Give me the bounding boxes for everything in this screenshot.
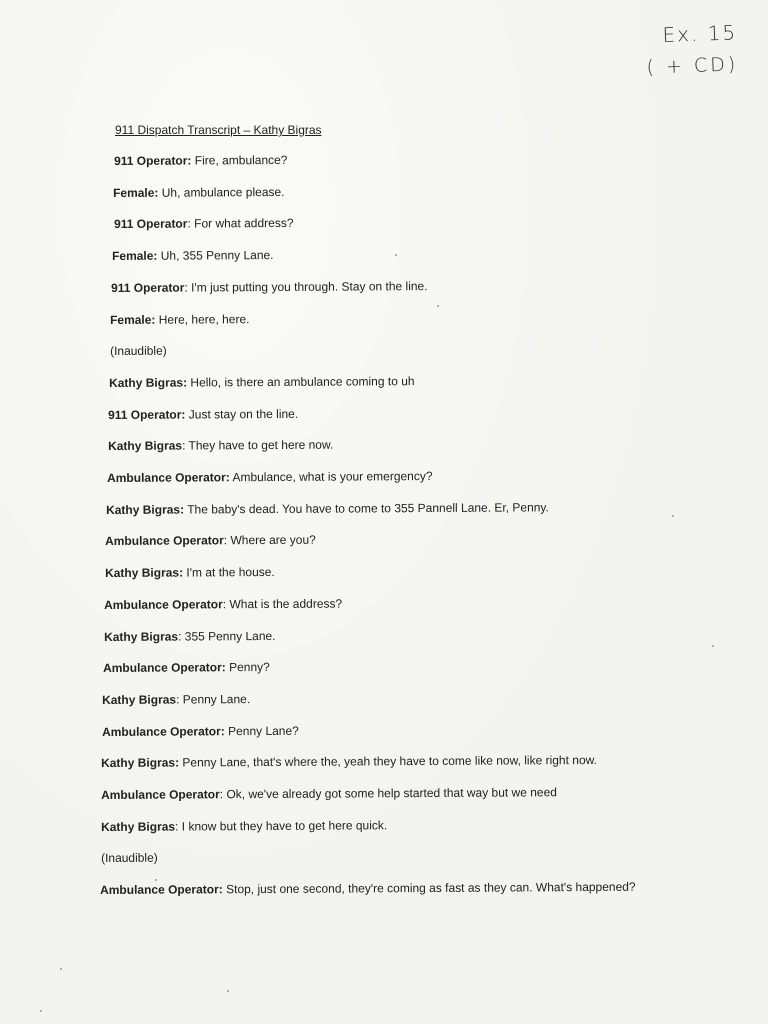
utterance-text: Where are you? [227, 532, 316, 548]
transcript-line: Kathy Bigras: Penny Lane. [102, 692, 251, 707]
transcript-line: Kathy Bigras: They have to get here now. [108, 437, 334, 453]
utterance-text: Ok, we've already got some help started that way but we need [223, 785, 557, 802]
speaker-label: 911 Operator [114, 216, 188, 231]
transcript-line [109, 374, 415, 390]
exhibit-mark-line2: ( + CD) [646, 53, 739, 79]
speaker-label: Ambulance Operator [104, 597, 223, 612]
transcript-line [106, 500, 549, 517]
speaker-label: Ambulance Operator [101, 787, 220, 802]
utterance-text: Penny Lane? [224, 723, 299, 739]
transcript-line [114, 153, 288, 168]
speaker-label: Ambulance Operator [105, 533, 224, 548]
utterance-text: They have to get here now. [185, 437, 334, 453]
transcript-line: Kathy Bigras: I know but they have to get here quick. [101, 818, 388, 834]
transcript-line [110, 312, 250, 327]
transcript-line [107, 469, 433, 485]
speaker-label: Kathy Bigras [108, 438, 183, 453]
transcript-line [112, 248, 274, 263]
transcript-line [101, 753, 597, 770]
utterance-text: What is the address? [226, 596, 343, 612]
transcript-line: 911 Operator: For what address? [114, 215, 294, 231]
utterance-text: Fire, ambulance? [191, 152, 288, 168]
transcript-line [113, 185, 285, 200]
utterance-text: Here, here, here. [155, 312, 250, 327]
utterance-text: Penny Lane, that's where the, yeah they have to come like now, like right now. [179, 752, 597, 770]
transcript-line [101, 851, 158, 865]
transcript-line [108, 407, 298, 422]
speaker-label: Kathy Bigras: [109, 375, 188, 390]
speaker-label: Ambulance Operator: [103, 660, 226, 675]
utterance-text: Just stay on the line. [185, 406, 299, 422]
utterance-text: Stop, just one second, they're coming as fast as they can. What's happened? [222, 879, 636, 897]
transcript-line [110, 344, 167, 358]
speaker-label: 911 Operator: [108, 407, 186, 422]
transcript-line [103, 660, 270, 675]
utterance-text: I'm just putting you through. Stay on the line. [187, 279, 428, 295]
speaker-label: Ambulance Operator: [107, 470, 230, 485]
utterance-text: Uh, 355 Penny Lane. [157, 248, 274, 263]
utterance-text: I'm at the house. [183, 564, 275, 580]
utterance-text: For what address? [190, 215, 294, 231]
transcript-line: Ambulance Operator: Ok, we've already got some help started that way but we need [101, 785, 557, 802]
document-title: 911 Dispatch Transcript – Kathy Bigras [115, 123, 322, 137]
speaker-label: Kathy Bigras: [106, 502, 185, 517]
utterance-text: The baby's dead. You have to come to 355 Pannell Lane. Er, Penny. [184, 500, 549, 517]
transcript-line: Ambulance Operator: What is the address? [104, 596, 343, 612]
speaker-label: Female: [110, 312, 156, 327]
speaker-label: 911 Operator: [114, 153, 192, 168]
speaker-label: Kathy Bigras: [101, 755, 180, 770]
utterance-text: (Inaudible) [110, 343, 167, 358]
transcript-line: Kathy Bigras: 355 Penny Lane. [104, 628, 276, 644]
speaker-label: 911 Operator [111, 280, 185, 295]
speaker-label: Female: [113, 185, 159, 200]
speaker-label: Ambulance Operator: [100, 882, 223, 897]
utterance-text: Uh, ambulance please. [158, 184, 285, 200]
utterance-text: Hello, is there an ambulance coming to uh [187, 374, 415, 390]
utterance-text: Penny? [225, 659, 270, 675]
transcript-line [102, 724, 299, 739]
utterance-text: I know but they have to get here quick. [178, 818, 388, 834]
speaker-label: Female: [112, 248, 158, 263]
exhibit-mark [645, 16, 739, 83]
transcript-line: 911 Operator: I'm just putting you through. Stay on the line. [111, 279, 428, 295]
speaker-label: Kathy Bigras [102, 692, 177, 707]
utterance-text: (Inaudible) [101, 850, 158, 865]
utterance-text: Ambulance, what is your emergency? [229, 469, 433, 485]
transcript-line [100, 880, 636, 897]
speaker-label: Kathy Bigras [101, 819, 176, 834]
transcript-line: Ambulance Operator: Where are you? [105, 532, 316, 548]
transcript-line [105, 565, 275, 580]
utterance-text: Penny Lane. [179, 692, 251, 707]
exhibit-mark-line1: Ex. 15 [662, 20, 738, 48]
speaker-label: Ambulance Operator: [102, 724, 225, 739]
utterance-text: 355 Penny Lane. [181, 628, 276, 644]
speaker-label: Kathy Bigras: [105, 565, 184, 580]
speaker-label: Kathy Bigras [104, 629, 179, 644]
